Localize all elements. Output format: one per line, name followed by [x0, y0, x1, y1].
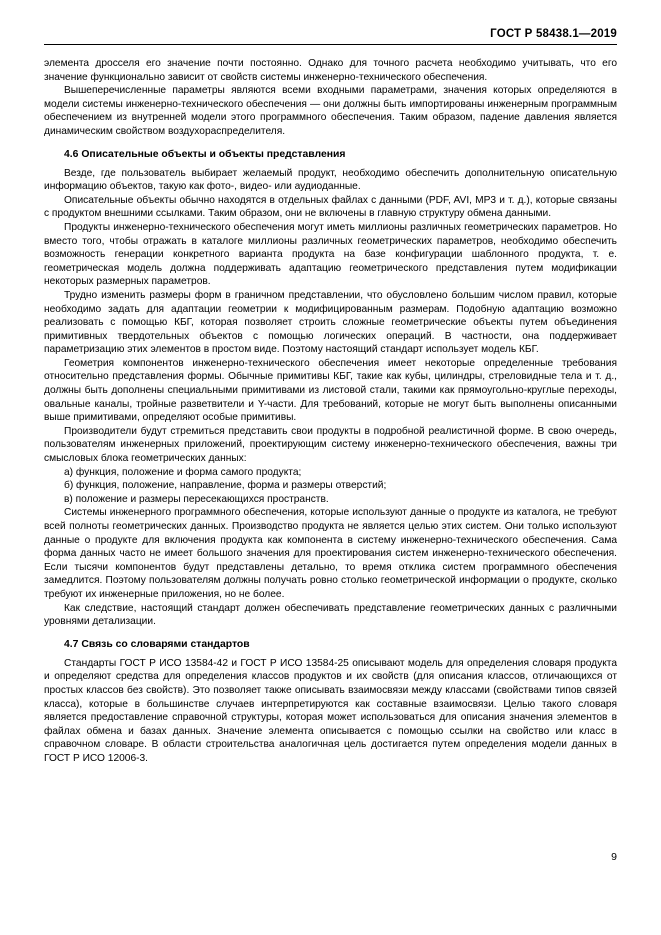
- paragraph-4-6-8: Как следствие, настоящий стандарт должен обеспечивать представление геометрических данных с различными уровнями детализации.: [44, 602, 617, 628]
- paragraph-4-6-7: Системы инженерного программного обеспечения, которые используют данные о продукте из каталога, не требуют всей полноты геометрических данных. Производство продукта не является целью этих систем. Они только используют данные о продукте для включения продукта как компонента в систему инженерно-технического обеспечения. Сама форма данных часто не имеет большого значения для проектирования систем инженерно-технического обеспечения. Если тысячи компонентов будут представлены детально, то время отклика систем программного обеспечения замедлится. Поэтому пользователям должны получать ровно столько геометрической информации о продукте, сколько требуют их инженерные приложения, но не более.: [44, 507, 617, 600]
- section-heading-4-7: 4.7 Связь со словарями стандартов: [64, 638, 250, 650]
- paragraph-intro-2: Вышеперечисленные параметры являются всеми входными параметрами, значения которых определяются в модели системы инженерно-технического обеспечения — они должны быть импортированы инженерным программным обеспечением из внутренней модели этого программного обеспечения. Таким образом, падение давления является динамическим свойством воздухораспределителя.: [44, 85, 617, 137]
- paragraph-4-6-3: Продукты инженерно-технического обеспечения могут иметь миллионы различных геометрических параметров. Но вместо того, чтобы отражать в каталоге миллионы различных геометрических параметров, необходимо обеспечить возможность генерации конкретного варианта продукта на базе конфигурации шаблонного продукта, т. е. геометрическая модель должна поддерживать адаптацию геометрического представления путем модификации некоторых размерных параметров.: [44, 221, 617, 288]
- section-heading-4-6: 4.6 Описательные объекты и объекты представления: [64, 148, 346, 160]
- list-item-v: в) положение и размеры пересекающихся пространств.: [64, 493, 329, 505]
- paragraph-intro-1: элемента дросселя его значение почти постоянно. Однако для точного расчета необходимо учитывать, что его значение функционально зависит от свойств системы инженерно-технического обеспечения.: [44, 58, 617, 83]
- list-item-b: б) функция, положение, направление, форма и размеры отверстий;: [64, 480, 387, 492]
- page-number: 9: [611, 851, 617, 863]
- page-header: ГОСТ Р 58438.1—2019: [490, 28, 617, 40]
- paragraph-4-6-4: Трудно изменить размеры форм в граничном представлении, что обусловлено большим числом правил, которые необходимо задать для адаптации геометрии к модифицированным размерам. Подобную адаптацию возможно реализовать с помощью КБГ, которая позволяет строить сложные геометрические объекты путем объединения примитивных твердотельных объектов с помощью логических операций. В частности, она поддерживает параметризацию этих элементов в простом виде. Поэтому настоящий стандарт использует модель КБГ.: [44, 289, 617, 356]
- header-divider: [44, 44, 617, 45]
- paragraph-4-6-1: Везде, где пользователь выбирает желаемый продукт, необходимо обеспечить дополнительную описательную информацию объектов, такую как фото-, видео- или аудиоданные.: [44, 167, 617, 193]
- paragraph-4-6-6: Производители будут стремиться представить свои продукты в подробной реалистичной форме. В свою очередь, пользователям инженерных приложений, проектирующим систему инженерно-технического обеспечения, важны три смысловых блока геометрических данных:: [44, 425, 617, 465]
- paragraph-4-6-2: Описательные объекты обычно находятся в отдельных файлах с данными (PDF, AVI, MP3 и т. д.), которые связаны с продуктом внешними ссылками. Таким образом, они не включены в главную структуру обмена данными.: [44, 194, 617, 220]
- paragraph-4-7-1: Стандарты ГОСТ Р ИСО 13584-42 и ГОСТ Р ИСО 13584-25 описывают модель для определения словаря продукта и определяют средства для определения классов продуктов и их свойств (для описания классов, отличающихся от простых классов без свойств). Это позволяет также описывать взаимосвязи между классами (свойствами типов связей класса), которые в большинстве случаев интерпретируются как составные взаимосвязи. Целью такого словаря является предоставление справочной структуры, которая может использоваться для описания значения элементов в файлах обмена и базах данных. Значение элемента описывается с помощью ссылки на свойство или класс в справочном словаре. В области строительства аналогичная цель достигается путем определения модели данных в ГОСТ Р ИСО 12006-3.: [44, 657, 617, 764]
- paragraph-4-6-5: Геометрия компонентов инженерно-технического обеспечения имеет некоторые определенные требования относительно представления формы. Обычные примитивы КБГ, такие как кубы, цилиндры, стреловидные тела и т. д., должны быть дополнены специальными примитивами из листовой стали, такими как прямоугольно-круглые переходы, овальные каналы, тройные разветвители и Y-части. Для требований, которые не могут быть выполнены описанными выше примитивами, определяют особые примитивы.: [44, 357, 617, 424]
- page-content: [44, 28, 617, 766]
- list-item-a: а) функция, положение и форма самого продукта;: [64, 466, 302, 478]
